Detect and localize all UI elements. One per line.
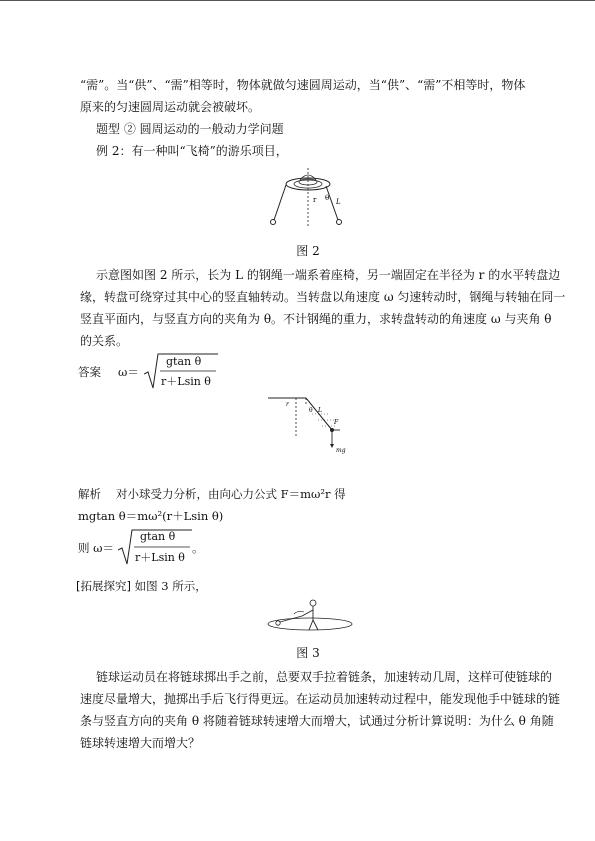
analysis-end: 。 [192,541,204,555]
paragraph-line: 的关系。 [80,334,129,348]
paragraph-line: 条与竖直方向的夹角 θ 将随着链球转速增大而增大，试通过分析计算说明：为什么 θ 角随 [80,714,554,728]
paragraph-line: 缘，转盘可绕穿过其中心的竖直轴转动。当转盘以角速度 ω 匀速转动时，钢绳与转轴在同一 [80,290,566,304]
answer-lhs: ω＝ [118,365,139,379]
extension-label-wrap: [拓展探究] 如图 3 所示， [76,579,207,593]
analysis-equation: mgtan θ＝mω²(r＋Lsin θ) [78,509,224,523]
paragraph-line: 链球转速增大而增大？ [80,736,201,750]
paragraph-line: 链球运动员在将链球掷出手之前，总要双手拉着链条，加速转动几周，这样可使链球的 [96,670,553,684]
force-label-r: r [286,401,289,408]
figure-2-caption: 图 2 [296,244,320,258]
force-diagram [266,392,356,458]
answer-label: 答案 [78,365,101,379]
figure-2-flying-chair [262,164,352,234]
extension-label: 拓展探究 [80,579,127,593]
analysis-text: 对小球受力分析，由向心力公式 F＝mω²r 得 [116,487,346,501]
topic-heading: 题型 ② 圆周运动的一般动力学问题 [96,122,284,136]
figure-3-caption: 图 3 [296,646,320,660]
extension-text: 如图 3 所示， [134,579,207,593]
paragraph-line: 示意图如图 2 所示，长为 L 的钢绳一端系着座椅，另一端固定在半径为 r 的水平转盘边 [96,268,561,282]
analysis-numerator: gtan θ [140,530,176,543]
figure-label-r: r [313,196,317,204]
figure-label-L: L [336,198,341,206]
figure-label-theta: θ [325,194,330,202]
figure-3-hammer-throw [266,596,356,636]
example-title: 例 2：有一种叫“飞椅”的游乐项目， [96,144,288,158]
paragraph-line: “需”。当“供”、“需”相等时，物体就做匀速圆周运动，当“供”、“需”不相等时，物体 [80,78,526,92]
force-label-theta: θ [309,407,313,414]
analysis-denominator: r＋Lsin θ [135,551,185,564]
answer-numerator: gtan θ [166,355,202,368]
force-label-mg: mg [336,447,346,454]
paragraph-line: 速度尽量增大，抛掷出手后飞行得更远。在运动员加速转动过程中，能发现他手中链球的链 [80,692,561,706]
paragraph-line: 竖直平面内，与竖直方向的夹角为 θ。不计钢绳的重力，求转盘转动的角速度 ω 与夹角 θ [80,312,552,326]
force-label-L: L [318,407,322,414]
answer-denominator: r＋Lsin θ [161,375,211,388]
force-label-F: F [334,419,339,426]
page-top-rule [0,0,595,1]
paragraph-line: 原来的匀速圆周运动就会被破坏。 [80,100,261,114]
analysis-label: 解析 [78,487,101,501]
analysis-then: 则 ω＝ [78,541,115,555]
